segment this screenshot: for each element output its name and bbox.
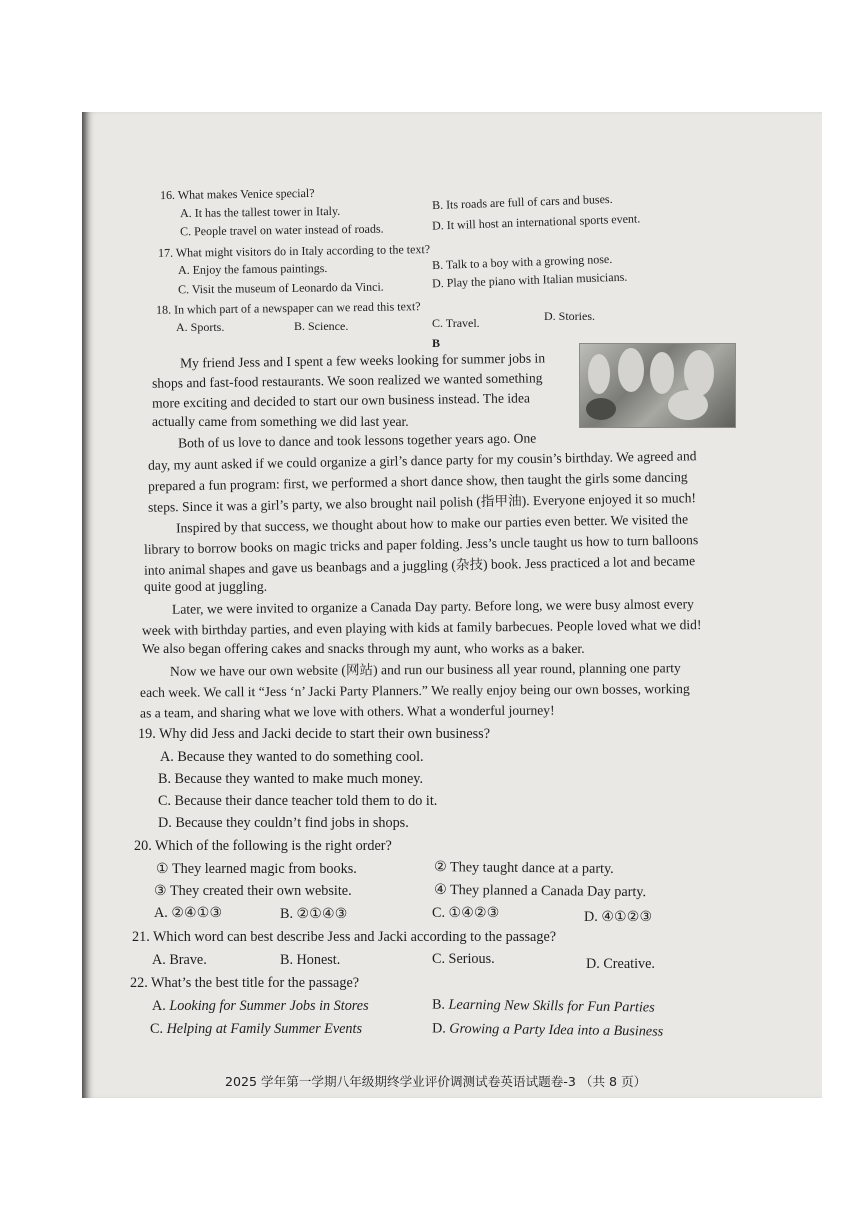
question-16-stem: 16. What makes Venice special? (159, 185, 315, 203)
question-17-option-b: B. Talk to a boy with a growing nose. (431, 251, 613, 273)
question-20-option-d: D. ④①②③ (584, 909, 653, 925)
question-19-stem: 19. Why did Jess and Jacki decide to start their own business? (138, 726, 490, 742)
question-16-option-c: C. People travel on water instead of roads. (179, 221, 384, 239)
passage-line: Inspired by that success, we thought about how to make our parties even better. We visited the (175, 511, 689, 536)
option-title: Looking for Summer Jobs in Stores (169, 998, 369, 1014)
question-19-option-a: A. Because they wanted to do something cool. (160, 749, 424, 765)
question-19-option-b: B. Because they wanted to make much money. (158, 771, 424, 787)
question-17-option-d: D. Play the piano with Italian musicians. (431, 269, 628, 291)
option-title: Growing a Party Idea into a Business (449, 1020, 664, 1040)
question-18-option-b: B. Science. (294, 319, 349, 333)
question-22-option-d (432, 1020, 663, 1039)
passage-line: week with birthday parties, and even playing with kids at family barbecues. People loved what we did! (141, 617, 702, 638)
question-17-option-a: A. Enjoy the famous paintings. (177, 260, 328, 278)
question-21-option-c: C. Serious. (432, 951, 495, 967)
passage-line: My friend Jess and I spent a few weeks looking for summer jobs in (179, 350, 546, 371)
question-18-option-c: C. Travel. (432, 316, 480, 330)
page-footer: 2025 学年第一学期八年级期终学业评价调测试卷英语试题卷-3 （共 8 页） (225, 1074, 647, 1089)
question-22-option-a (152, 998, 369, 1014)
passage-line: prepared a fun program: first, we performed a short dance show, then taught the girls some dancing (147, 469, 688, 494)
question-17-option-c: C. Visit the museum of Leonardo da Vinci. (177, 279, 384, 297)
option-letter: B. (431, 996, 446, 1013)
question-22-stem: 22. What’s the best title for the passage? (130, 975, 360, 991)
question-19-option-c: C. Because their dance teacher told them to do it. (158, 793, 438, 809)
section-b-heading: B (432, 336, 441, 350)
passage-line: as a team, and sharing what we love with others. What a wonderful journey! (139, 702, 555, 721)
option-letter: C. (150, 1021, 164, 1037)
passage-line: steps. Since it was a girl’s party, we also brought nail polish (指甲油). Everyone enjoyed it so much! (147, 490, 697, 515)
question-21-option-d: D. Creative. (586, 956, 655, 972)
passage-line: day, my aunt asked if we could organize a girl’s dance party for my cousin’s birthday. We agreed and (147, 448, 697, 473)
question-22-option-c (150, 1021, 362, 1037)
question-22-option-b (432, 996, 655, 1015)
passage-line: We also began offering cakes and snacks through my aunt, who works as a baker. (142, 641, 585, 656)
question-20-option-a: A. ②④①③ (154, 905, 223, 921)
question-20-stem: 20. Which of the following is the right order? (134, 838, 392, 854)
passage-line: into animal shapes and gave us beanbags and a juggling (杂技) book. Jess practiced a lot and became (143, 553, 696, 578)
passage-line: shops and fast-food restaurants. We soon realized we wanted something (151, 370, 543, 391)
question-21-option-b: B. Honest. (280, 952, 341, 968)
passage-line: quite good at juggling. (144, 579, 268, 594)
option-title: Helping at Family Summer Events (166, 1021, 362, 1037)
passage-line: each week. We call it “Jess ‘n’ Jacki Party Planners.” We really enjoy being our own bosses, working (139, 681, 690, 700)
question-16-option-a: A. It has the tallest tower in Italy. (179, 203, 341, 221)
passage-line: actually came from something we did last year. (152, 414, 409, 429)
passage-line: Later, we were invited to organize a Canada Day party. Before long, we were busy almost every (171, 596, 694, 617)
question-20-event-2: ② They taught dance at a party. (433, 859, 614, 877)
passage-line: library to borrow books on magic tricks and paper folding. Jess’s uncle taught us how to turn balloons (143, 532, 699, 557)
option-title: Learning New Skills for Fun Parties (448, 996, 655, 1016)
question-18-option-a: A. Sports. (176, 320, 225, 334)
question-20-event-3: ③ They created their own website. (154, 883, 352, 899)
option-letter: A. (152, 998, 166, 1014)
question-20-event-4: ④ They planned a Canada Day party. (433, 881, 647, 901)
question-21-stem: 21. Which word can best describe Jess and Jacki according to the passage? (132, 929, 557, 945)
passage-line: Now we have our own website (网站) and run our business all year round, planning one party (169, 660, 681, 679)
question-20-event-1: ① They learned magic from books. (156, 861, 357, 877)
question-16-option-d: D. It will host an international sports event. (431, 211, 641, 233)
question-21-option-a: A. Brave. (152, 952, 207, 968)
option-letter: D. (431, 1020, 446, 1037)
exam-page (82, 112, 822, 1098)
question-20-option-b: B. ②①④③ (280, 906, 348, 922)
question-18-option-d: D. Stories. (544, 309, 595, 323)
question-18-stem: 18. In which part of a newspaper can we read this text? (155, 299, 421, 317)
question-16-option-b: B. Its roads are full of cars and buses. (431, 191, 613, 213)
party-photo (579, 343, 736, 428)
question-20-option-c: C. ①④②③ (432, 905, 500, 921)
passage-line: Both of us love to dance and took lessons together years ago. One (177, 430, 537, 451)
passage-line: more exciting and decided to start our own business instead. The idea (151, 390, 531, 411)
question-17-stem: 17. What might visitors do in Italy according to the text? (157, 242, 431, 260)
question-19-option-d: D. Because they couldn’t find jobs in shops. (158, 815, 409, 831)
